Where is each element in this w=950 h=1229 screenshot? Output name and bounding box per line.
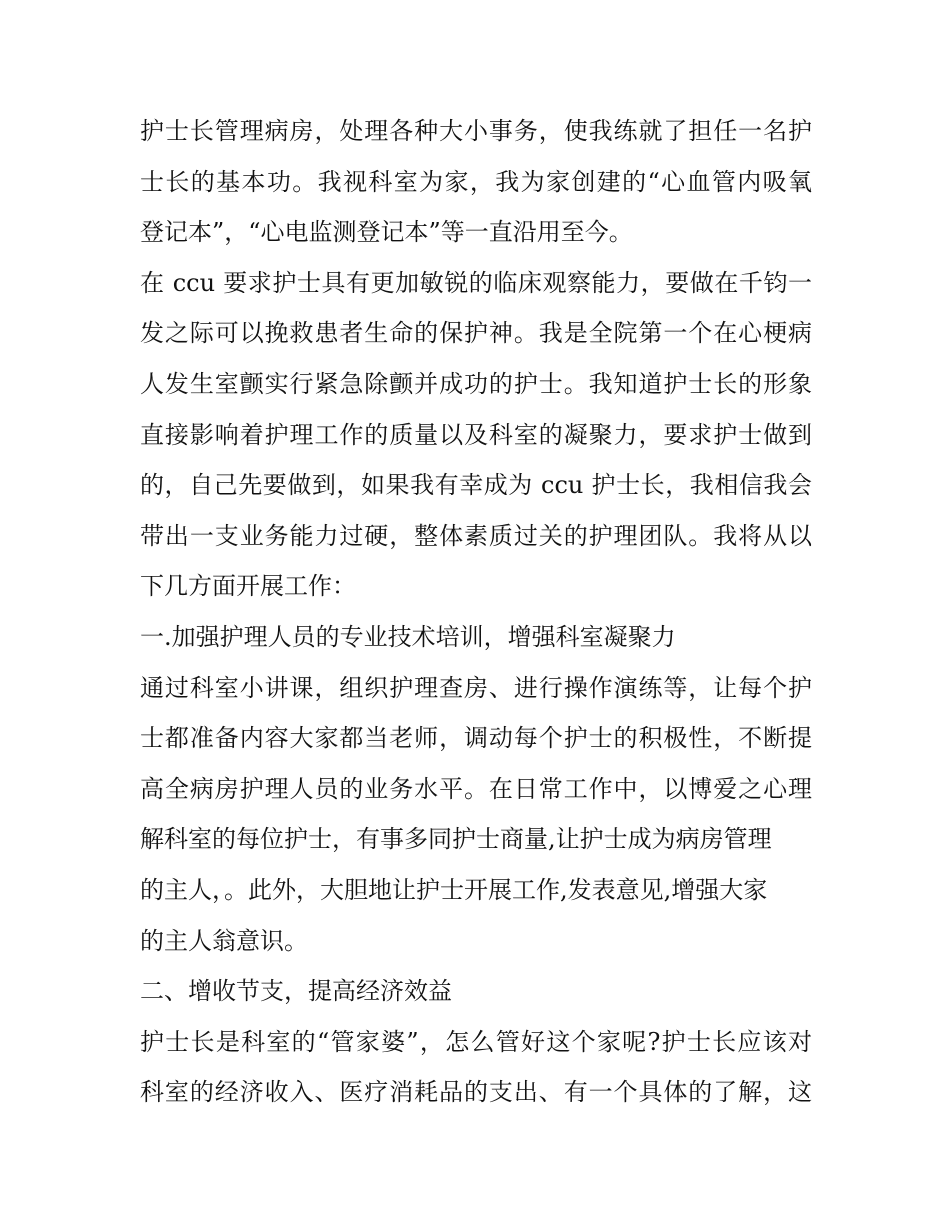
text-line: 一.加强护理人员的专业技术培训，增强科室凝聚力 [140,622,676,651]
document-body [140,106,812,1118]
text-line: 在 ccu 要求护士具有更加敏锐的临床观察能力，要做在千钧一 [140,268,812,297]
text-line: 下几方面开展工作： [140,572,356,601]
text-line: 科室的经济收入、医疗消耗品的支出、有一个具体的了解，这 [140,1078,812,1107]
text-line: 发之际可以挽救患者生命的保护神。我是全院第一个在心梗病 [140,319,812,348]
text-line: 带出一支业务能力过硬，整体素质过关的护理团队。我将从以 [140,521,812,550]
text-line: 护士长是科室的“管家婆”，怎么管好这个家呢?护士长应该对 [140,1027,812,1056]
text-line: 高全病房护理人员的业务水平。在日常工作中，以博爱之心理 [140,774,812,803]
text-line: 护士长管理病房，处理各种大小事务，使我练就了担任一名护 [140,117,812,145]
text-line: 的主人翁意识。 [140,926,308,955]
text-line: 的主人，。此外，大胆地让护士开展工作,发表意见,增强大家 [140,875,768,904]
text-line: 解科室的每位护士，有事多同护士商量,让护士成为病房管理 [140,825,772,854]
text-line: 士长的基本功。我视科室为家，我为家创建的“心血管内吸氧 [140,167,812,196]
text-line: 直接影响着护理工作的质量以及科室的凝聚力，要求护士做到 [140,420,812,449]
text-line: 登记本”，“心电监测登记本”等一直沿用至今。 [140,218,633,247]
text-line: 通过科室小讲课，组织护理查房、进行操作演练等，让每个护 [140,673,812,702]
text-line: 人发生室颤实行紧急除颤并成功的护士。我知道护士长的形象 [140,369,812,398]
text-line: 的，自己先要做到，如果我有幸成为 ccu 护士长，我相信我会 [140,471,812,500]
text-line: 士都准备内容大家都当老师，调动每个护士的积极性，不断提 [140,724,812,753]
text-line: 二、增收节支，提高经济效益 [140,977,452,1006]
